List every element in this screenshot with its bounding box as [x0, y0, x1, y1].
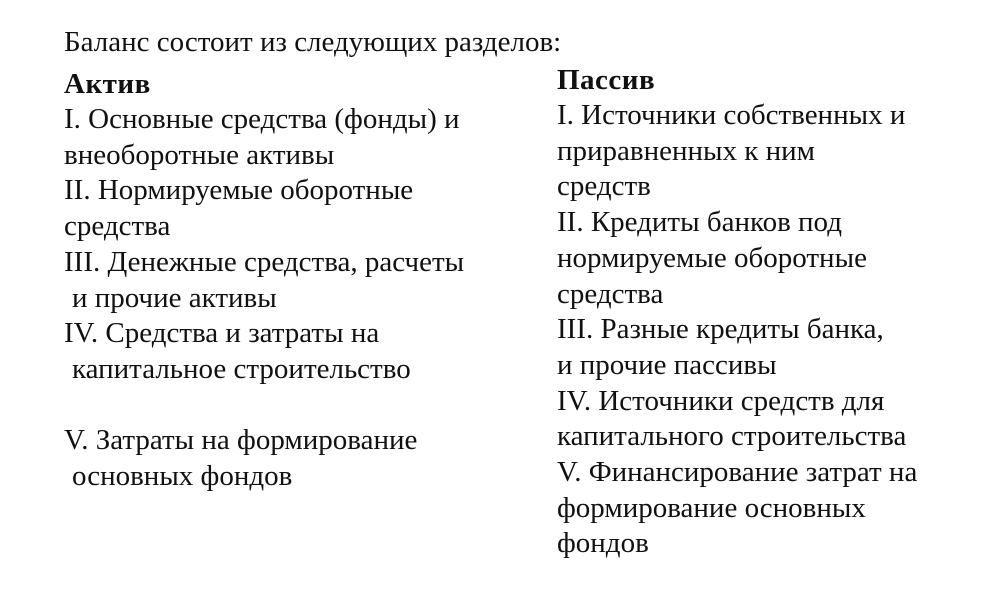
active-item-3-line-1: III. Денежные средства, расчеты — [64, 245, 465, 278]
passive-item-4-line-1: IV. Источники средств для — [557, 384, 885, 417]
active-item-2-line-1: II. Нормируемые оборотные — [64, 174, 414, 207]
active-item-3 — [64, 245, 544, 316]
passive-item-1-line-3: средств — [557, 170, 651, 203]
active-column — [64, 62, 544, 495]
active-item-1-line-1: I. Основные средства (фонды) и — [64, 103, 460, 135]
active-spacer — [64, 388, 544, 424]
active-item-5 — [64, 423, 544, 494]
passive-column — [557, 62, 987, 562]
passive-item-1-line-2: приравненных к ним — [557, 134, 815, 167]
passive-item-5 — [557, 455, 987, 562]
active-item-2-line-2: средства — [64, 210, 171, 243]
passive-item-5-line-2: формирование основных — [557, 491, 866, 524]
active-item-5-line-1: V. Затраты на формирование — [64, 424, 418, 457]
passive-item-2-line-1: II. Кредиты банков под — [557, 206, 842, 239]
active-item-2 — [64, 173, 544, 244]
active-item-4-line-1: IV. Средства и затраты на — [64, 317, 380, 350]
active-item-3-line-2: и прочие активы — [72, 281, 277, 314]
passive-item-1-line-1: I. Источники собственных и — [557, 99, 906, 131]
passive-item-4 — [557, 384, 987, 455]
active-heading: Актив — [64, 68, 151, 100]
passive-heading: Пассив — [557, 64, 656, 96]
passive-item-2-line-3: средства — [557, 277, 664, 310]
passive-item-1 — [557, 98, 987, 205]
passive-item-5-line-1: V. Финансирование затрат на — [557, 456, 918, 489]
passive-item-3-line-1: III. Разные кредиты банка, — [557, 313, 884, 346]
passive-item-2-line-2: нормируемые оборотные — [557, 241, 867, 274]
active-item-1-line-2: внеоборотные активы — [64, 138, 335, 171]
passive-item-2 — [557, 205, 987, 312]
passive-item-5-line-3: фондов — [557, 527, 649, 560]
active-item-1 — [64, 102, 544, 173]
active-item-4 — [64, 316, 544, 387]
passive-item-4-line-2: капитального строительства — [557, 420, 907, 453]
active-item-4-line-2: капитальное строительство — [72, 352, 411, 385]
active-item-5-line-2: основных фондов — [72, 460, 293, 493]
intro-text: Баланс состоит из следующих разделов: — [64, 26, 562, 58]
passive-item-3 — [557, 312, 987, 383]
passive-item-3-line-2: и прочие пассивы — [557, 348, 777, 381]
